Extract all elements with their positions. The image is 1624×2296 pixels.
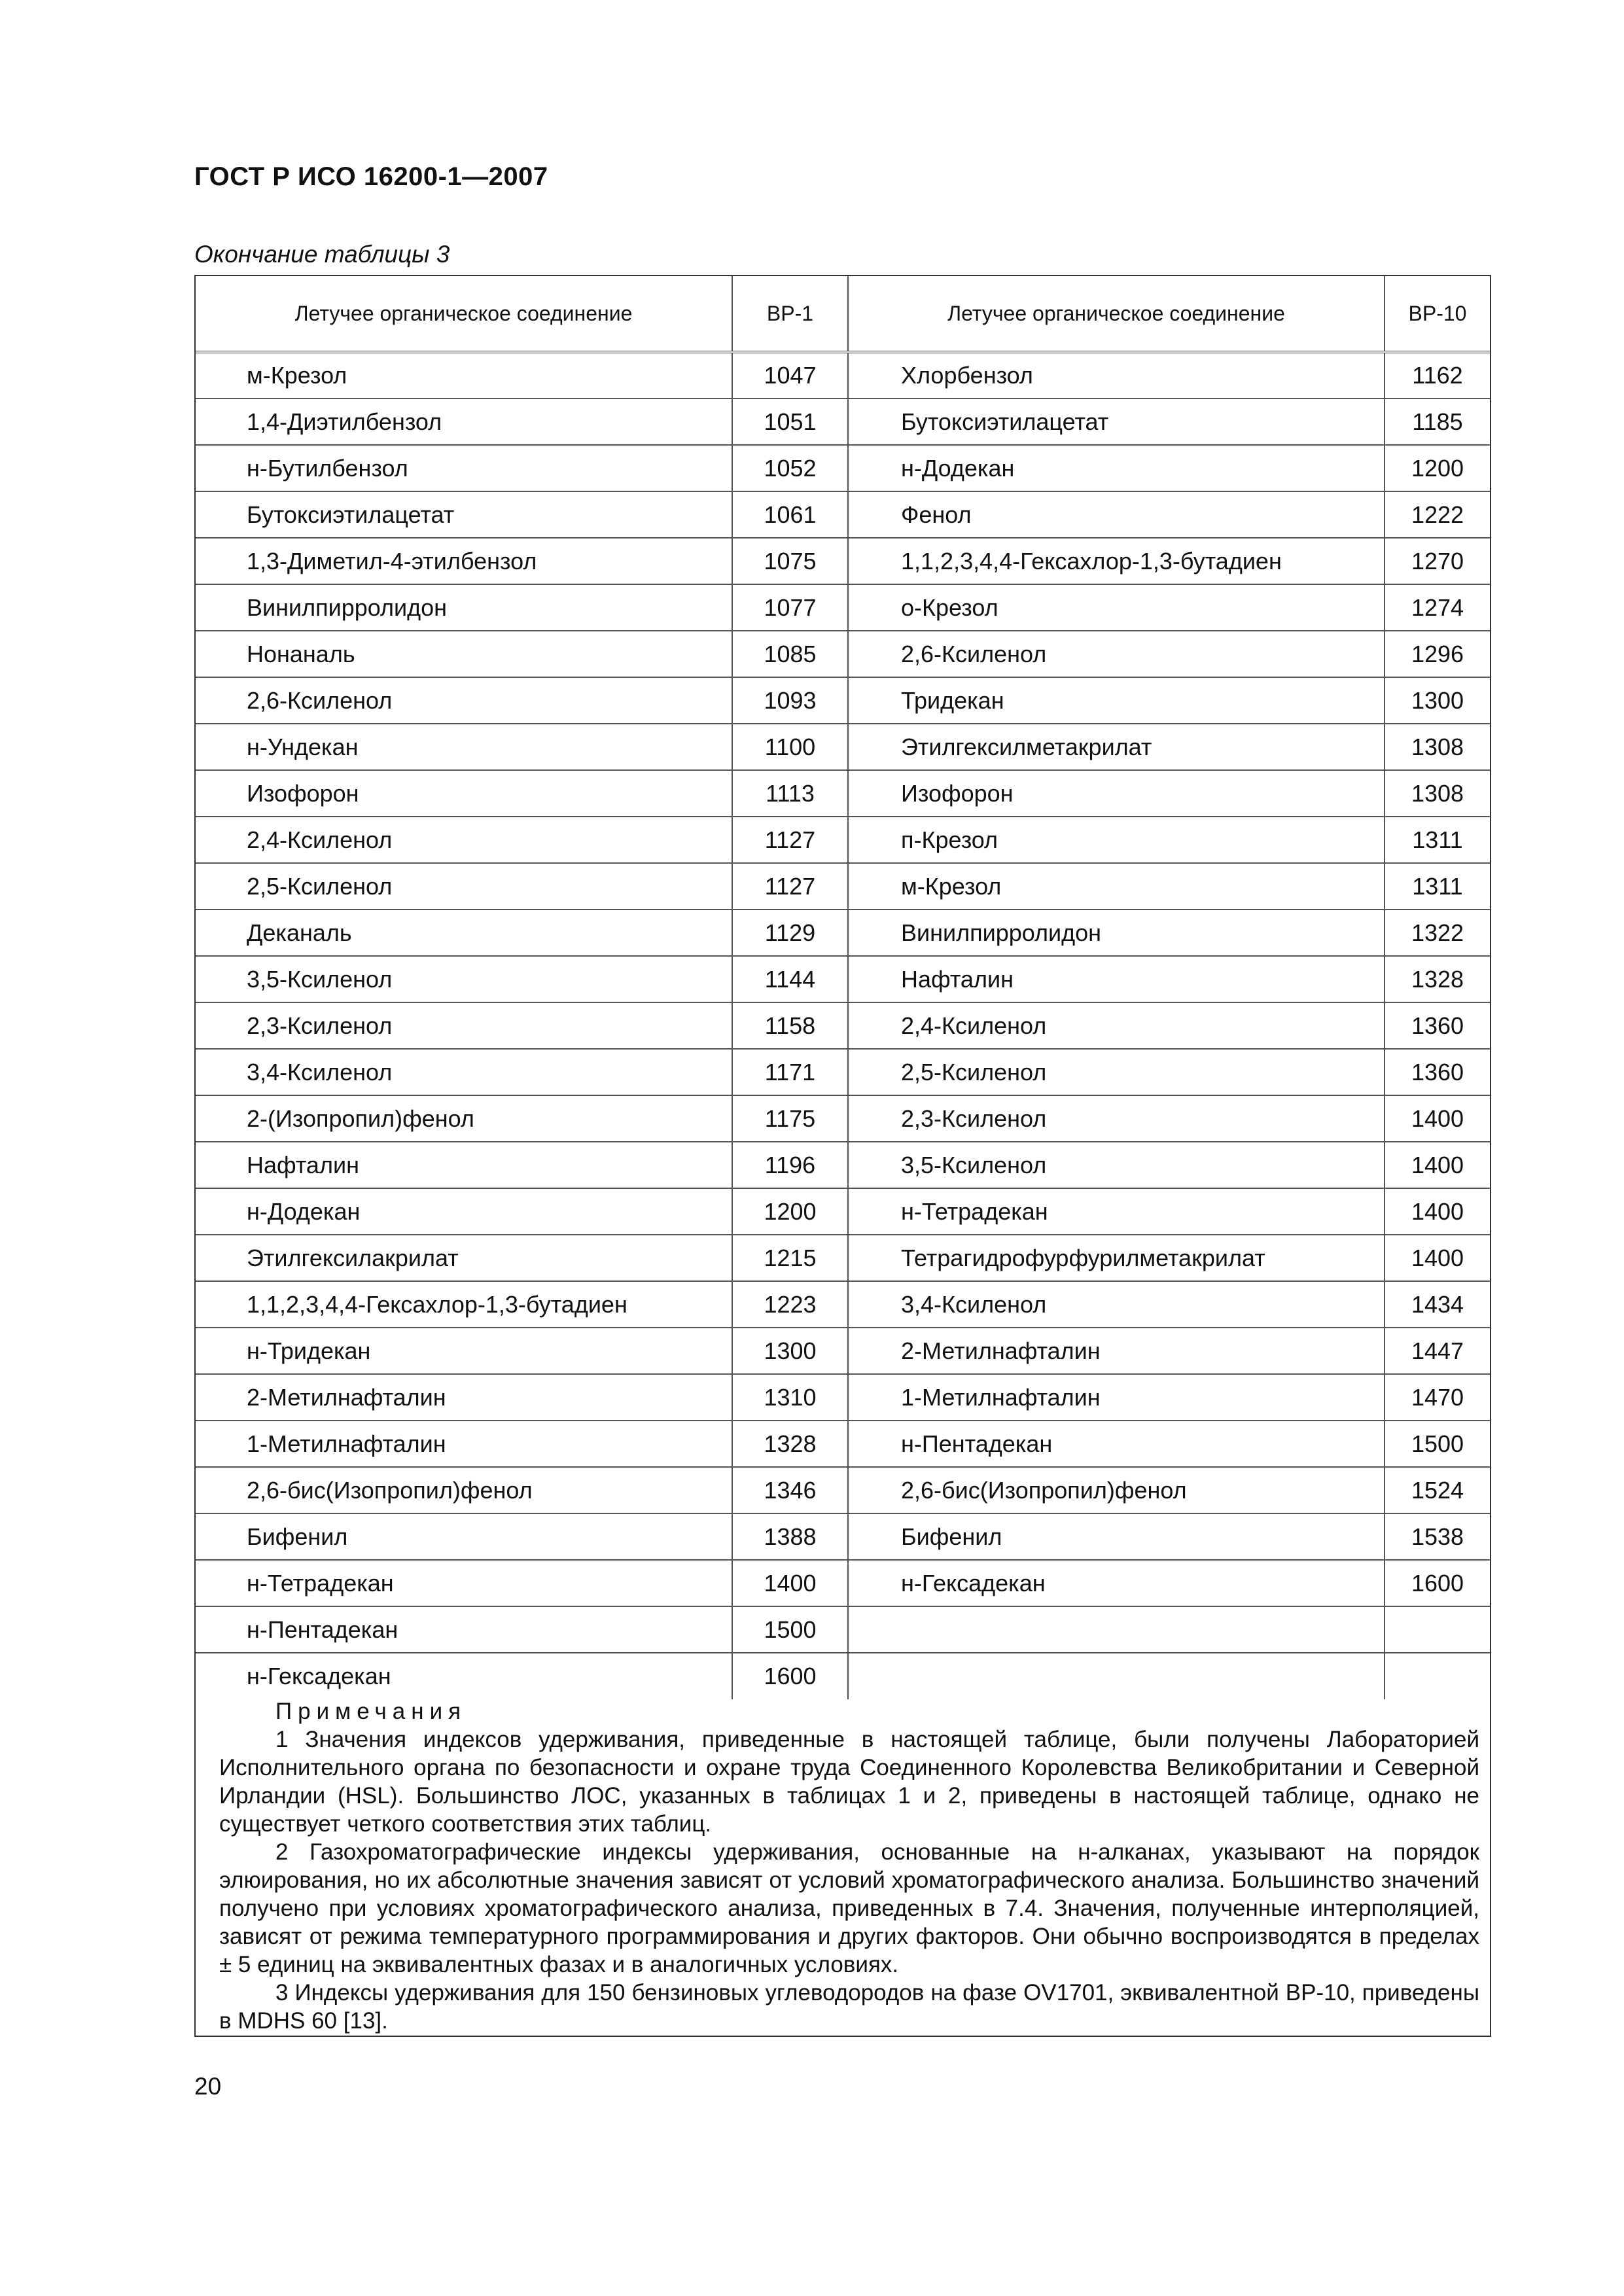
table-row bbox=[196, 398, 1490, 445]
bp10-compound-cell: Тридекан bbox=[848, 677, 1385, 724]
bp10-compound-cell: 1-Метилнафталин bbox=[848, 1374, 1385, 1421]
table-row bbox=[196, 1560, 1490, 1606]
bp1-compound-cell: 1,4-Диэтилбензол bbox=[196, 398, 732, 445]
note-item: 3 Индексы удерживания для 150 бензиновых углеводородов на фазе OV1701, эквивалентной BP-10, приведены в MDHS 60 [13]. bbox=[219, 1980, 1479, 2034]
bp10-index-cell: 1500 bbox=[1385, 1421, 1490, 1467]
bp10-compound-cell: о-Крезол bbox=[848, 584, 1385, 631]
bp1-index-cell: 1600 bbox=[732, 1653, 848, 1699]
bp10-compound-cell: Хлорбензол bbox=[848, 352, 1385, 398]
table-row bbox=[196, 724, 1490, 770]
table-row bbox=[196, 1235, 1490, 1281]
bp1-index-cell: 1223 bbox=[732, 1281, 848, 1328]
bp10-compound-cell: Нафталин bbox=[848, 956, 1385, 1002]
bp1-compound-cell: Изофорон bbox=[196, 770, 732, 817]
header-bp1: BP-1 bbox=[732, 276, 848, 352]
bp1-compound-cell: Бифенил bbox=[196, 1513, 732, 1560]
bp10-index-cell: 1185 bbox=[1385, 398, 1490, 445]
bp10-compound-cell: н-Тетрадекан bbox=[848, 1188, 1385, 1235]
bp1-index-cell: 1200 bbox=[732, 1188, 848, 1235]
bp1-compound-cell: 2,3-Ксиленол bbox=[196, 1002, 732, 1049]
bp10-compound-cell: 2,5-Ксиленол bbox=[848, 1049, 1385, 1095]
bp1-compound-cell: н-Гексадекан bbox=[196, 1653, 732, 1699]
table-row bbox=[196, 1281, 1490, 1328]
bp1-compound-cell: н-Тридекан bbox=[196, 1328, 732, 1374]
table-row bbox=[196, 1049, 1490, 1095]
bp10-compound-cell: Фенол bbox=[848, 491, 1385, 538]
bp10-index-cell: 1600 bbox=[1385, 1560, 1490, 1606]
bp10-index-cell: 1308 bbox=[1385, 770, 1490, 817]
bp1-index-cell: 1061 bbox=[732, 491, 848, 538]
document-header: ГОСТ Р ИСО 16200-1—2007 bbox=[194, 162, 548, 191]
table-row bbox=[196, 677, 1490, 724]
table-row bbox=[196, 1328, 1490, 1374]
table-row bbox=[196, 1467, 1490, 1513]
bp10-compound-cell: 2,6-Ксиленол bbox=[848, 631, 1385, 677]
bp10-compound-cell: Бифенил bbox=[848, 1513, 1385, 1560]
bp10-index-cell: 1447 bbox=[1385, 1328, 1490, 1374]
bp10-index-cell: 1434 bbox=[1385, 1281, 1490, 1328]
bp10-index-cell: 1274 bbox=[1385, 584, 1490, 631]
table-row bbox=[196, 538, 1490, 584]
table-caption: Окончание таблицы 3 bbox=[194, 241, 450, 268]
bp1-index-cell: 1127 bbox=[732, 863, 848, 910]
header-compound-bp1: Летучее органическое соединение bbox=[196, 276, 732, 352]
bp1-compound-cell: н-Тетрадекан bbox=[196, 1560, 732, 1606]
bp10-compound-cell bbox=[848, 1653, 1385, 1699]
table-row bbox=[196, 1606, 1490, 1653]
bp1-index-cell: 1144 bbox=[732, 956, 848, 1002]
bp1-compound-cell: 2,5-Ксиленол bbox=[196, 863, 732, 910]
bp10-compound-cell: 3,4-Ксиленол bbox=[848, 1281, 1385, 1328]
bp10-index-cell bbox=[1385, 1606, 1490, 1653]
bp10-index-cell: 1200 bbox=[1385, 445, 1490, 491]
table-row bbox=[196, 1421, 1490, 1467]
bp10-compound-cell: Винилпирролидон bbox=[848, 910, 1385, 956]
bp10-compound-cell: н-Гексадекан bbox=[848, 1560, 1385, 1606]
bp1-compound-cell: н-Пентадекан bbox=[196, 1606, 732, 1653]
bp10-index-cell: 1300 bbox=[1385, 677, 1490, 724]
table-row bbox=[196, 770, 1490, 817]
table-row bbox=[196, 910, 1490, 956]
bp1-compound-cell: 2,6-Ксиленол bbox=[196, 677, 732, 724]
bp10-index-cell: 1222 bbox=[1385, 491, 1490, 538]
bp10-compound-cell: м-Крезол bbox=[848, 863, 1385, 910]
bp10-index-cell: 1400 bbox=[1385, 1142, 1490, 1188]
bp10-index-cell: 1400 bbox=[1385, 1235, 1490, 1281]
bp10-compound-cell: 3,5-Ксиленол bbox=[848, 1142, 1385, 1188]
bp10-compound-cell: 2-Метилнафталин bbox=[848, 1328, 1385, 1374]
bp1-compound-cell: 1-Метилнафталин bbox=[196, 1421, 732, 1467]
table-row bbox=[196, 817, 1490, 863]
bp1-index-cell: 1310 bbox=[732, 1374, 848, 1421]
bp1-index-cell: 1158 bbox=[732, 1002, 848, 1049]
bp1-index-cell: 1346 bbox=[732, 1467, 848, 1513]
bp1-compound-cell: Винилпирролидон bbox=[196, 584, 732, 631]
note-item: 1 Значения индексов удерживания, приведенные в настоящей таблице, были получены Лабораторией Исполнительного органа по безопасности и охране труда Соединенного Королевства Великобритании и Северной Ирландии (HSL). Большинство ЛОС, указанных в таблицах 1 и 2, приведены в настоящей таблице, однако не существует четкого соответствия этих таблиц. bbox=[219, 1727, 1479, 1837]
bp1-compound-cell: н-Додекан bbox=[196, 1188, 732, 1235]
table-row bbox=[196, 584, 1490, 631]
bp1-index-cell: 1127 bbox=[732, 817, 848, 863]
bp10-compound-cell: Этилгексилметакрилат bbox=[848, 724, 1385, 770]
table-row bbox=[196, 1142, 1490, 1188]
bp10-compound-cell: п-Крезол bbox=[848, 817, 1385, 863]
bp1-index-cell: 1075 bbox=[732, 538, 848, 584]
bp1-index-cell: 1052 bbox=[732, 445, 848, 491]
bp1-compound-cell: 2,4-Ксиленол bbox=[196, 817, 732, 863]
table-row bbox=[196, 1095, 1490, 1142]
page-number: 20 bbox=[194, 2073, 222, 2100]
bp1-index-cell: 1388 bbox=[732, 1513, 848, 1560]
bp1-compound-cell: Нонаналь bbox=[196, 631, 732, 677]
bp1-index-cell: 1215 bbox=[732, 1235, 848, 1281]
bp10-index-cell: 1328 bbox=[1385, 956, 1490, 1002]
header-compound-bp10: Летучее органическое соединение bbox=[848, 276, 1385, 352]
table-grid bbox=[196, 276, 1490, 1699]
bp1-compound-cell: 3,4-Ксиленол bbox=[196, 1049, 732, 1095]
header-bp10: BP-10 bbox=[1385, 276, 1490, 352]
bp10-index-cell: 1162 bbox=[1412, 362, 1463, 389]
bp1-compound-cell: 2-(Изопропил)фенол bbox=[196, 1095, 732, 1142]
notes-section bbox=[219, 1697, 1479, 2035]
bp1-index-cell: 1113 bbox=[732, 770, 848, 817]
table-row bbox=[196, 445, 1490, 491]
bp10-index-cell: 1311 bbox=[1385, 863, 1490, 910]
notes-title: Примечания bbox=[275, 1699, 467, 1724]
bp1-index-cell: 1077 bbox=[732, 584, 848, 631]
bp1-index-cell: 1171 bbox=[732, 1049, 848, 1095]
bp1-index-cell: 1175 bbox=[732, 1095, 848, 1142]
table-row bbox=[196, 491, 1490, 538]
bp1-index-cell: 1093 bbox=[732, 677, 848, 724]
bp10-compound-cell: Бутоксиэтилацетат bbox=[848, 398, 1385, 445]
bp10-index-cell: 1296 bbox=[1385, 631, 1490, 677]
bp10-compound-cell: 2,4-Ксиленол bbox=[848, 1002, 1385, 1049]
bp1-index-cell: 1085 bbox=[732, 631, 848, 677]
bp1-index-cell: 1100 bbox=[732, 724, 848, 770]
bp1-compound-cell: Деканаль bbox=[196, 910, 732, 956]
bp1-compound-cell: 1,3-Диметил-4-этилбензол bbox=[196, 538, 732, 584]
bp10-index-cell: 1538 bbox=[1385, 1513, 1490, 1560]
table-row bbox=[196, 1002, 1490, 1049]
bp10-index-cell: 1308 bbox=[1385, 724, 1490, 770]
bp1-compound-cell: Этилгексилакрилат bbox=[196, 1235, 732, 1281]
table-row bbox=[196, 1513, 1490, 1560]
table-row bbox=[196, 352, 1490, 398]
bp1-index-cell: 1500 bbox=[732, 1606, 848, 1653]
bp10-index-cell: 1322 bbox=[1385, 910, 1490, 956]
bp10-compound-cell: 2,3-Ксиленол bbox=[848, 1095, 1385, 1142]
bp10-index-cell: 1360 bbox=[1385, 1002, 1490, 1049]
bp1-compound-cell: н-Бутилбензол bbox=[196, 445, 732, 491]
bp10-compound-cell: 2,6-бис(Изопропил)фенол bbox=[848, 1467, 1385, 1513]
bp10-index-cell: 1400 bbox=[1385, 1188, 1490, 1235]
table-body bbox=[196, 352, 1490, 1699]
table-row bbox=[196, 863, 1490, 910]
bp1-index-cell: 1047 bbox=[732, 352, 848, 398]
note-item: 2 Газохроматографические индексы удерживания, основанные на н-алканах, указывают на порядок элюирования, но их абсолютные значения зависят от условий хроматографического анализа. Большинство значений получено при условиях хроматографического анализа, приведенных в 7.4. Значения, полученные интерполяцией, зависят от режима температурного программирования и других факторов. Они обычно воспроизводятся в пределах ± 5 единиц на эквивалентных фазах и в аналогичных условиях. bbox=[219, 1839, 1479, 1977]
bp10-compound-cell bbox=[848, 1606, 1385, 1653]
bp10-compound-cell: н-Пентадекан bbox=[848, 1421, 1385, 1467]
bp1-index-cell: 1051 bbox=[732, 398, 848, 445]
bp1-compound-cell: 1,1,2,3,4,4-Гексахлор-1,3-бутадиен bbox=[196, 1281, 732, 1328]
retention-index-table bbox=[194, 275, 1491, 2037]
bp1-compound-cell: н-Ундекан bbox=[196, 724, 732, 770]
bp1-index-cell: 1129 bbox=[732, 910, 848, 956]
bp10-index-cell: 1270 bbox=[1385, 538, 1490, 584]
bp1-compound-cell: Бутоксиэтилацетат bbox=[196, 491, 732, 538]
bp10-index-cell: 1360 bbox=[1385, 1049, 1490, 1095]
bp10-index-cell: 1470 bbox=[1385, 1374, 1490, 1421]
bp10-compound-cell: 1,1,2,3,4,4-Гексахлор-1,3-бутадиен bbox=[848, 538, 1385, 584]
bp1-compound-cell: 3,5-Ксиленол bbox=[196, 956, 732, 1002]
table-header-row bbox=[196, 276, 1490, 352]
table-row bbox=[196, 1374, 1490, 1421]
bp1-compound-cell: м-Крезол bbox=[196, 352, 732, 398]
bp1-compound-cell: 2-Метилнафталин bbox=[196, 1374, 732, 1421]
bp10-compound-cell: Тетрагидрофурфурилметакрилат bbox=[848, 1235, 1385, 1281]
bp1-index-cell: 1400 bbox=[732, 1560, 848, 1606]
bp10-index-cell bbox=[1385, 1653, 1490, 1699]
bp1-index-cell: 1196 bbox=[732, 1142, 848, 1188]
bp1-index-cell: 1300 bbox=[732, 1328, 848, 1374]
bp10-compound-cell: Изофорон bbox=[848, 770, 1385, 817]
table-row bbox=[196, 631, 1490, 677]
bp10-index-cell: 1400 bbox=[1385, 1095, 1490, 1142]
bp1-compound-cell: 2,6-бис(Изопропил)фенол bbox=[196, 1467, 732, 1513]
bp10-index-cell: 1524 bbox=[1385, 1467, 1490, 1513]
bp1-index-cell: 1328 bbox=[732, 1421, 848, 1467]
bp10-compound-cell: н-Додекан bbox=[848, 445, 1385, 491]
bp1-compound-cell: Нафталин bbox=[196, 1142, 732, 1188]
table-row bbox=[196, 1188, 1490, 1235]
bp10-index-cell: 1311 bbox=[1385, 817, 1490, 863]
table-row bbox=[196, 956, 1490, 1002]
table-row bbox=[196, 1653, 1490, 1699]
